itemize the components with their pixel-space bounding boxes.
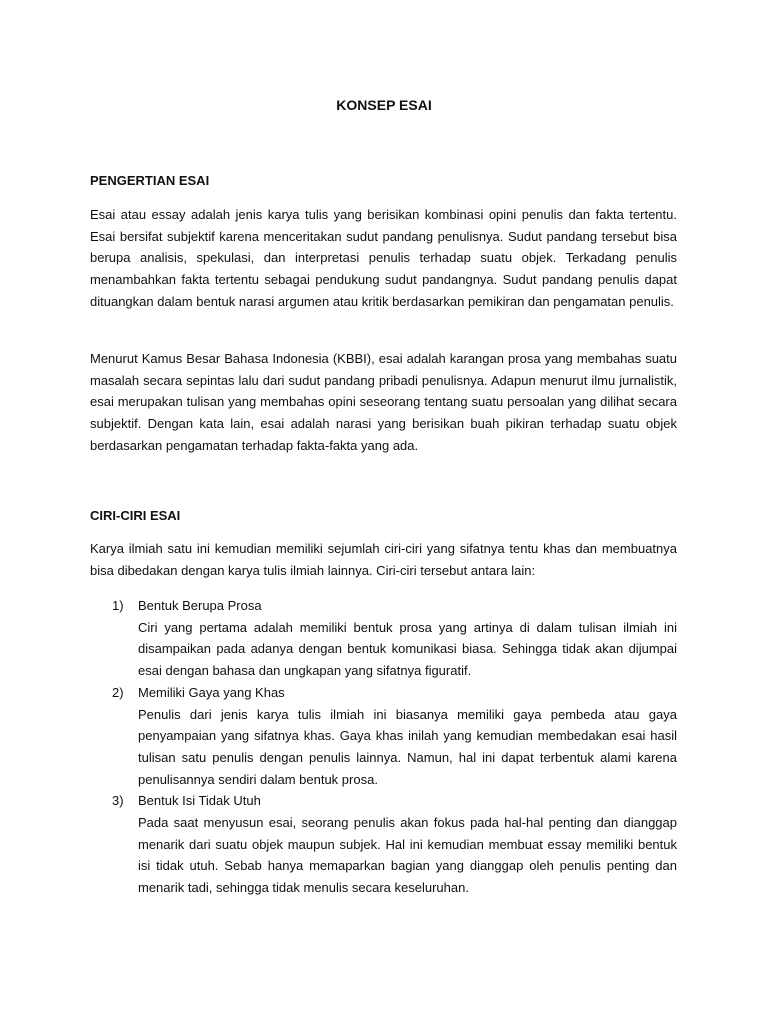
list-item-body: Ciri yang pertama adalah memiliki bentuk prosa yang artinya di dalam tulisan ilmiah ini disampaikan pada adanya dengan bentuk komunikasi biasa. Sehingga tidak akan dijumpai esai dengan bahasa dan ungkapan yang sifatnya figuratif. [138, 619, 677, 679]
list-item-body: Penulis dari jenis karya tulis ilmiah ini biasanya memiliki gaya pembeda atau gaya penyampaian yang sifatnya khas. Gaya khas inilah yang kemudian membedakan esai hasil tulisan satu penulis dengan penulis lainnya. Namun, hal ini dapat terbentuk alami karena penulisannya sendiri dalam bentuk prosa. [138, 706, 677, 787]
list-item-title: Bentuk Isi Tidak Utuh [138, 793, 261, 809]
list-item-title: Memiliki Gaya yang Khas [138, 684, 285, 700]
paragraph-pengertian-1: Esai atau essay adalah jenis karya tulis yang berisikan kombinasi opini penulis dan fakta tertentu. Esai bersifat subjektif karena menceritakan sudut pandang penulisnya. Sudut pandang tersebut bisa berupa analisis, spekulasi, dan interpretasi penulis terhadap suatu objek. Terkadang penulis menambahkan fakta tertentu sebagai pendukung sudut pandangnya. Sudut pandang penulis dapat dituangkan dalam bentuk narasi argumen atau kritik berdasarkan pemikiran dan pengamatan penulis. [90, 207, 677, 309]
document-title: KONSEP ESAI [336, 97, 432, 113]
section-heading-pengertian: PENGERTIAN ESAI [90, 173, 210, 188]
section-heading-ciri: CIRI-CIRI ESAI [90, 508, 181, 523]
list-item-body: Pada saat menyusun esai, seorang penulis akan fokus pada hal-hal penting dan dianggap menarik dari suatu objek maupun subjek. Hal ini kemudian membuat essay memiliki bentuk isi tidak utuh. Sebab hanya memaparkan bagian yang dianggap oleh penulis penting dan menarik tadi, sehingga tidak menulis secara keseluruhan. [138, 815, 677, 896]
ciri-list [90, 595, 677, 899]
list-item [90, 595, 677, 682]
list-item-number: 2) [112, 684, 124, 700]
list-item-number: 1) [112, 598, 124, 613]
paragraph-ciri-intro: Karya ilmiah satu ini kemudian memiliki sejumlah ciri-ciri yang sifatnya tentu khas dan membuatnya bisa dibedakan dengan karya tulis ilmiah lainnya. Ciri-ciri tersebut antara lain: [90, 541, 677, 578]
list-item [90, 682, 677, 791]
paragraph-pengertian-2: Menurut Kamus Besar Bahasa Indonesia (KBBI), esai adalah karangan prosa yang membahas suatu masalah secara sepintas lalu dari sudut pandang pribadi penulisnya. Adapun menurut ilmu jurnalistik, esai merupakan tulisan yang membahas opini seseorang tentang suatu persoalan yang dilihat secara subjektif. Dengan kata lain, esai adalah narasi yang berisikan buah pikiran terhadap suatu objek berdasarkan pengamatan terhadap fakta-fakta yang ada. [90, 351, 677, 453]
list-item-number: 3) [112, 793, 124, 809]
list-item-title: Bentuk Berupa Prosa [138, 598, 262, 613]
list-item [90, 790, 677, 899]
